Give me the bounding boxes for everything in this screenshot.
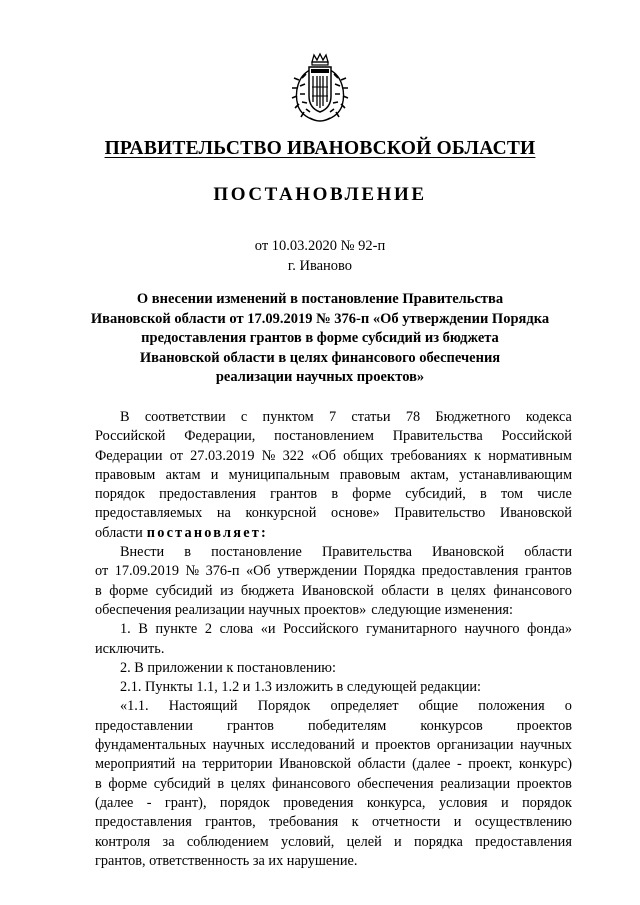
paragraph-item-1 <box>95 620 572 639</box>
text-line: мероприятий на территории Ивановской области (далее - проект, конкурс) <box>95 756 572 773</box>
text-line: «1.1. Настоящий Порядок определяет общие положения о <box>120 698 572 715</box>
date-number: от 10.03.2020 № 92-п <box>254 238 386 254</box>
text-line: грантов, ответственность за их нарушение. <box>95 852 358 869</box>
paragraph-item-2-1: 2.1. Пункты 1.1, 1.2 и 1.3 изложить в следующей редакции: <box>120 679 482 696</box>
paragraph-amend <box>95 543 572 601</box>
text-line: обеспечения реализации научных проектов» следующие изменения: <box>95 601 513 618</box>
city: г. Иваново <box>287 258 353 274</box>
text-line: Российской Федерации, постановлением Правительства Российской <box>95 428 572 445</box>
text-line: правовым актам и муниципальным правовым актам, устанавливающим <box>95 466 572 483</box>
text-line: Федерации от 27.03.2019 № 322 «Об общих требованиях к нормативным <box>95 447 572 464</box>
government-title: ПРАВИТЕЛЬСТВО ИВАНОВСКОЙ ОБЛАСТИ <box>104 138 536 159</box>
text-line: Внести в постановление Правительства Ивановской области <box>120 544 572 561</box>
text-line: в форме субсидий в целях финансового обеспечения реализации проектов <box>95 775 572 792</box>
text-line: предоставляемых на конкурсной основе» Правительство Ивановской <box>95 505 572 522</box>
paragraph-preamble <box>95 408 572 524</box>
text-line: в форме субсидий из бюджета Ивановской области в целях финансового <box>95 582 572 599</box>
decree-word: постановляет: <box>146 524 268 541</box>
text-line: контроля за соблюдением условий, целей и порядка предоставления <box>95 833 572 850</box>
text-line: области постановляет: <box>95 524 572 543</box>
subject-line: Ивановской области от 17.09.2019 № 376-п «Об утверждении Порядка <box>90 310 550 327</box>
coat-of-arms-emblem <box>290 52 350 124</box>
document-type: ПОСТАНОВЛЕНИЕ <box>213 184 427 205</box>
text-line: от 17.09.2019 № 376-п «Об утверждении Порядка предоставления грантов <box>95 563 572 580</box>
subject-line: О внесении изменений в постановление Правительства <box>136 291 504 307</box>
document-body <box>95 408 572 871</box>
paragraph-clause-1-1 <box>95 697 572 851</box>
subject-line: реализации научных проектов» <box>215 369 425 385</box>
text-line: предоставлении грантов победителям конкурсов проектов <box>95 717 572 734</box>
paragraph-item-2: 2. В приложении к постановлению: <box>120 659 336 676</box>
text-line: порядок предоставления грантов в форме субсидий, в том числе <box>95 486 572 503</box>
text-line: предоставления грантов, требования к отчетности и осуществлению <box>95 814 572 831</box>
text-line: исключить. <box>95 640 165 657</box>
text-line: 1. В пункте 2 слова «и Российского гуманитарного научного фонда» <box>120 621 572 638</box>
text-line: (далее - грант), порядок проведения конкурса, условия и порядок <box>95 794 572 811</box>
subject-line: предоставления грантов в форме субсидий из бюджета <box>141 330 499 346</box>
text-line: В соответствии с пунктом 7 статьи 78 Бюджетного кодекса <box>120 409 572 425</box>
subject-line: Ивановской области в целях финансового обеспечения <box>139 349 501 366</box>
document-subject <box>70 290 570 388</box>
text-line: фундаментальных научных исследований и проектов организации научных <box>95 737 572 754</box>
